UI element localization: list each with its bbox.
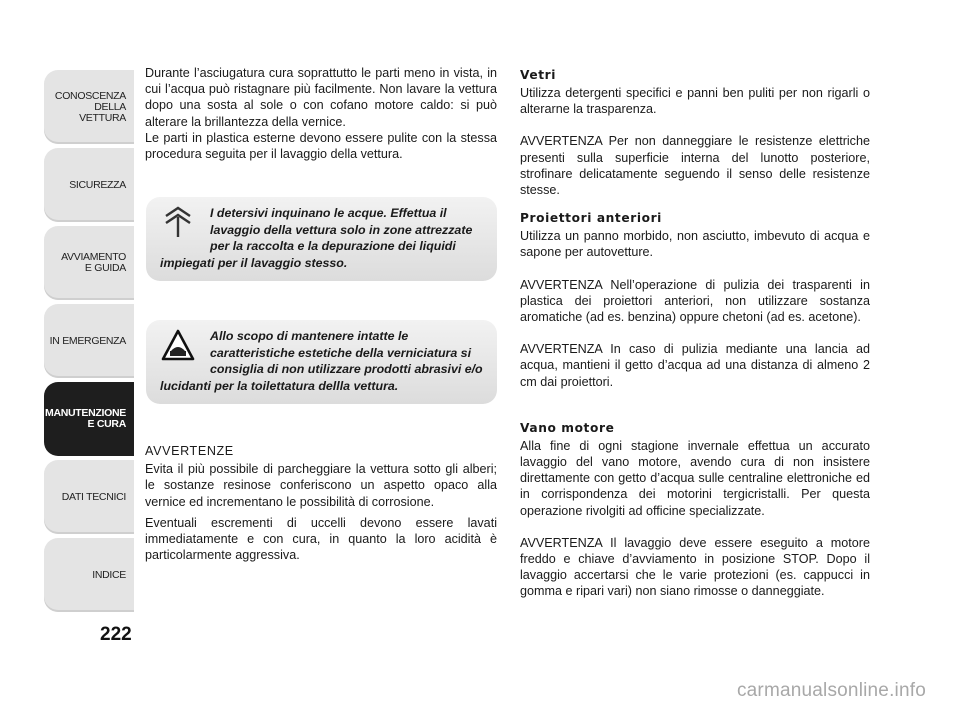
avvertenze-section: [145, 443, 497, 563]
environment-warning-text: I detersivi inquinano le acque. Effettua il lavaggio della vettura solo in zone attrezzate per la raccolta e la depurazione dei liquidi impiegati per il lavaggio stesso.: [160, 206, 473, 270]
section-title-vano-motore: Vano motore: [520, 420, 615, 435]
proiettori-paragraph-3: AVVERTENZA In caso di pulizia mediante una lancia ad acqua, mantieni il getto d’acqua ad una distanza di almeno 2 cm dai proiettori.: [520, 342, 870, 389]
tab-label: SICUREZZA: [69, 178, 126, 191]
intro-paragraph-1: Durante l’asciugatura cura soprattutto le parti meno in vista, in cui l’acqua può ristagnare più facilmente. Non lavare la vettura dopo una sosta al sole o con cofano motore caldo: si può alterare la brillantezza della vernice.: [145, 66, 497, 129]
tab-conoscenza-della-vettura[interactable]: [44, 70, 134, 144]
tab-manutenzione-e-cura[interactable]: [44, 382, 134, 456]
tab-label: AVVIAMENTO E GUIDA: [61, 251, 126, 274]
tab-label: DATI TECNICI: [61, 490, 126, 503]
tab-avviamento-e-guida[interactable]: [44, 226, 134, 300]
tab-label: IN EMERGENZA: [49, 334, 126, 347]
section-title-proiettori: Proiettori anteriori: [520, 211, 662, 226]
environment-icon: [160, 205, 196, 239]
vano-paragraph-2: AVVERTENZA Il lavaggio deve essere eseguito a motore freddo e chiave d’avviamento in posizione STOP. Dopo il lavaggio accertarsi che le varie protezioni (es. cappucci in gomma e ripari vari) non siano rimosse o danneggiate.: [520, 535, 870, 599]
proiettori-paragraph-2: AVVERTENZA Nell’operazione di pulizia dei trasparenti in plastica dei proiettori anteriori, non utilizzare sostanza aromatiche (ad es. benzina) oppure chetoni (ad es. acetone).: [520, 277, 870, 325]
page-number: 222: [100, 624, 132, 645]
right-column: [520, 65, 870, 600]
tab-dati-tecnici[interactable]: [44, 460, 134, 534]
watermark: carmanualsonline.info: [736, 680, 926, 701]
intro-paragraph-2: Le parti in plastica esterne devono essere pulite con la stessa procedura seguita per il lavaggio della vettura.: [145, 130, 497, 162]
tab-sicurezza[interactable]: [44, 148, 134, 222]
proiettori-paragraph-1: Utilizza un panno morbido, non asciutto, imbevuto di acqua e sapone per autovetture.: [520, 229, 870, 260]
environment-warning-box: [146, 197, 497, 281]
tab-label: MANUTENZIONE E CURA: [45, 407, 126, 430]
section-title-vetri: Vetri: [520, 68, 557, 82]
avvertenze-title: AVVERTENZE: [145, 444, 234, 458]
vetri-paragraph-2: AVVERTENZA Per non danneggiare le resistenze elettriche presenti sulla superficie interna del lunotto posteriore, strofinare delicatamente seguendo il senso delle resistenze stesse.: [520, 134, 870, 198]
avvertenze-paragraph-1: Evita il più possibile di parcheggiare la vettura sotto gli alberi; le sostanze resinose conferiscono un aspetto opaco alla vernice ed incrementano le possibilità di corrosione.: [145, 462, 497, 509]
tab-label: CONOSCENZA DELLA VETTURA: [54, 89, 126, 124]
left-column: [145, 65, 497, 162]
vetri-paragraph-1: Utilizza detergenti specifici e panni ben puliti per non rigarli o alterarne la trasparenza.: [520, 86, 870, 117]
vano-paragraph-1: Alla fine di ogni stagione invernale effettua un accurato lavaggio del vano motore, avendo cura di non insistere direttamente con getto d’acqua sulle centraline elettroniche ed in corrispondenza dei motorini tergicristalli. Per questa operazione rivolgiti ad officine specializzate.: [520, 438, 870, 518]
warning-triangle-icon: [160, 328, 196, 362]
caution-warning-box: [146, 320, 497, 404]
caution-warning-text: Allo scopo di mantenere intatte le caratteristiche estetiche della verniciatura si consiglia di non utilizzare prodotti abrasivi e/o lucidanti per la toilettatura dellla vettura.: [160, 329, 483, 393]
avvertenze-paragraph-2: Eventuali escrementi di uccelli devono essere lavati immediatamente e con cura, in quanto la loro acidità è particolarmente aggressiva.: [145, 515, 497, 563]
tab-indice[interactable]: [44, 538, 134, 612]
tab-label: INDICE: [92, 568, 126, 581]
tab-in-emergenza[interactable]: [44, 304, 134, 378]
